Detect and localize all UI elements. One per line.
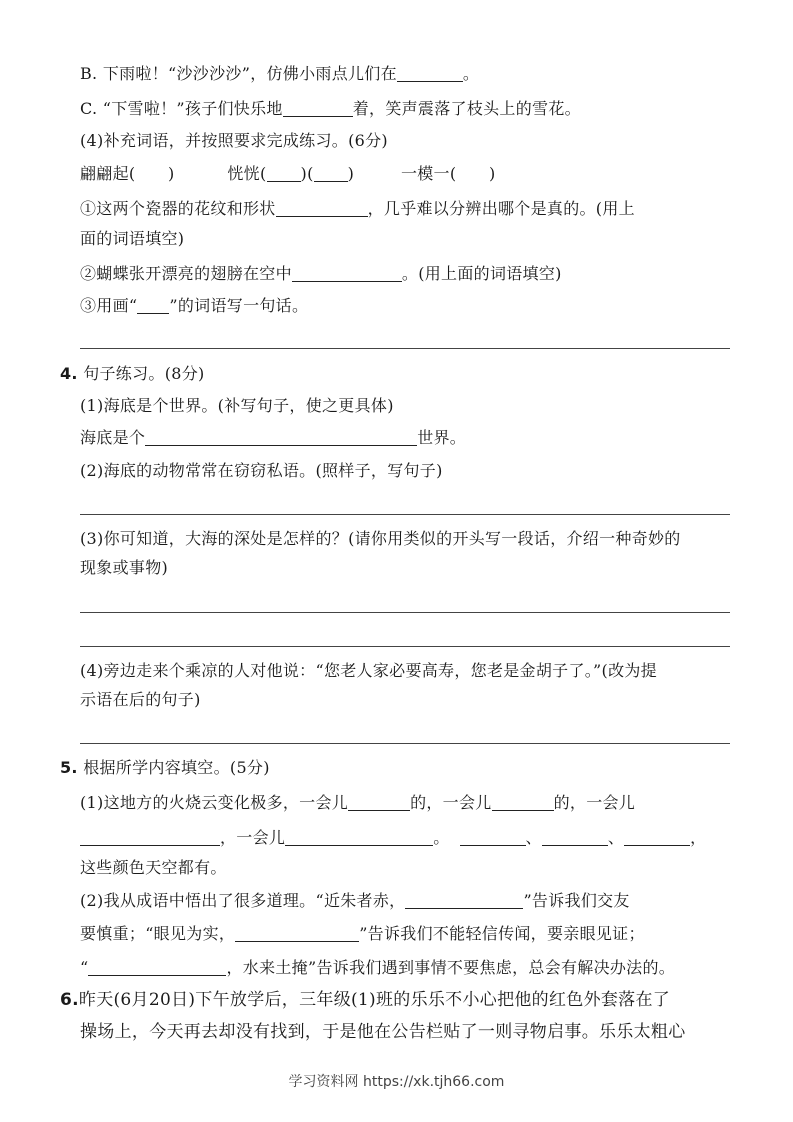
q5-line-6: “ ，水来土掩”告诉我们遇到事情不要焦虑，总会有解决办法的。 — [80, 958, 676, 977]
q4-part3: (3)你可知道，大海的深处是怎样的？(请你用类似的开头写一段话，介绍一种奇妙的 — [80, 529, 681, 548]
q5-line-3: 这些颜色天空都有。 — [80, 858, 227, 877]
q3-option-c-text: C. “下雪啦！”孩子们快乐地 — [80, 99, 283, 118]
word-fill-2[interactable]: 恍恍( )( ) — [227, 164, 355, 183]
q4-part2: (2)海底的动物常常在窃窃私语。(照样子，写句子) — [80, 461, 443, 480]
word-fill-1[interactable]: 翩翩起( ) — [80, 164, 175, 183]
q3-option-c-blank[interactable] — [283, 100, 353, 117]
q4-part3-cont: 现象或事物) — [80, 558, 169, 577]
q4-part1-fill: 海底是个 世界。 — [80, 428, 467, 447]
q6-line-2: 操场上，今天再去却没有找到，于是他在公告栏贴了一则寻物启事。乐乐太粗心 — [80, 1022, 686, 1042]
q3-option-c: C. “下雪啦！”孩子们快乐地 着，笑声震落了枝头上的雪花。 — [80, 99, 581, 118]
q4-heading — [60, 364, 205, 384]
answer-line[interactable] — [80, 612, 730, 613]
footer-watermark: 学习资料网 https://xk.tjh66.com — [288, 1074, 505, 1090]
q5-blank[interactable] — [492, 794, 554, 811]
q3-option-b: B. 下雨啦！“沙沙沙沙”，仿佛小雨点儿们在 。 — [80, 64, 480, 83]
answer-line[interactable] — [80, 514, 730, 515]
q6-line-1: 6.昨天(6月20日)下午放学后，三年级(1)班的乐乐不小心把他的红色外套落在了 — [60, 990, 671, 1010]
answer-line[interactable] — [80, 348, 730, 349]
q5-blank[interactable] — [624, 829, 690, 846]
q5-idiom-blank-3[interactable] — [88, 959, 226, 976]
word-fill-3[interactable]: 一模一( ) — [400, 164, 496, 183]
q3-option-b-blank[interactable] — [397, 65, 463, 82]
q4-part1-blank[interactable] — [145, 429, 417, 446]
answer-line[interactable] — [80, 646, 730, 647]
q3-word-fill-row — [80, 164, 496, 184]
q3-exercise-1-cont: 面的词语填空) — [80, 229, 185, 248]
q4-number: 4. — [60, 364, 78, 383]
q3-exercise-2-blank[interactable] — [292, 265, 402, 282]
q4-part4: (4)旁边走来个乘凉的人对他说：“您老人家必要高寿，您老是金胡子了。”(改为提 — [80, 661, 657, 680]
q5-line-2: ，一会儿 。 、 、 ， — [80, 828, 706, 848]
q5-number: 5. — [60, 758, 78, 777]
q3-exercise-1-blank[interactable] — [276, 200, 368, 217]
q3-part4-title: (4)补充词语，并按照要求完成练习。(6分) — [80, 131, 388, 150]
q5-idiom-blank-1[interactable] — [405, 892, 523, 909]
q3-exercise-2: ②蝴蝶张开漂亮的翅膀在空中 。(用上面的词语填空) — [80, 264, 562, 283]
q4-part1: (1)海底是个世界。(补写句子，使之更具体) — [80, 396, 394, 415]
q5-line-1: (1)这地方的火烧云变化极多，一会儿 的，一会儿 的，一会儿 — [80, 793, 636, 812]
q3-exercise-1: ①这两个瓷器的花纹和形状 ，几乎难以分辨出哪个是真的。(用上 — [80, 199, 635, 218]
q5-blank[interactable] — [460, 829, 526, 846]
q6-number: 6. — [60, 990, 79, 1010]
q5-idiom-blank-2[interactable] — [235, 925, 359, 942]
q5-blank[interactable] — [542, 829, 608, 846]
q3-exercise-3-mark — [137, 297, 169, 314]
q5-title: 根据所学内容填空。(5分) — [83, 758, 270, 777]
q3-exercise-3: ③用画“ ”的词语写一句话。 — [80, 296, 309, 315]
q3-option-b-text: B. 下雨啦！“沙沙沙沙”，仿佛小雨点儿们在 — [80, 64, 397, 83]
q4-title: 句子练习。(8分) — [83, 364, 205, 383]
answer-line[interactable] — [80, 743, 730, 744]
q5-blank[interactable] — [348, 794, 410, 811]
q5-line-4: (2)我从成语中悟出了很多道理。“近朱者赤， ”告诉我们交友 — [80, 891, 630, 910]
q4-part4-cont: 示语在后的句子) — [80, 690, 201, 709]
q5-line-5: 要慎重；“眼见为实， ”告诉我们不能轻信传闻，要亲眼见证； — [80, 924, 645, 943]
q5-blank[interactable] — [285, 829, 433, 846]
q5-blank[interactable] — [80, 829, 220, 846]
q5-heading — [60, 758, 270, 778]
